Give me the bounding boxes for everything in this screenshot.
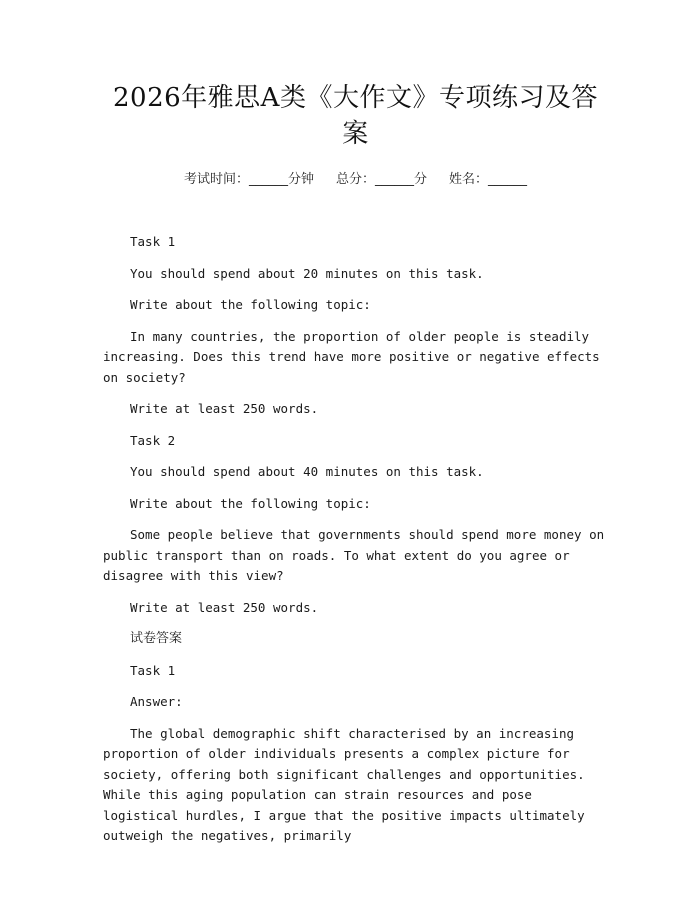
exam-time-field: 考试时间：______分钟 (183, 172, 314, 187)
answer-label: Answer: (130, 694, 183, 709)
total-score-field: 总分：______分 (335, 172, 427, 187)
document-title: 2026年雅思A类《大作文》专项练习及答案 (113, 83, 598, 149)
answer-paragraph: The global demographic shift characterised by an increasing proportion of older individuals presents a complex picture for society, offering both significant challenges and opportunities. While this aging population can strain resources and pose logistical hurdles, I argue that the positive impacts ultimately outweigh the negatives, primarily (103, 725, 585, 843)
task2-word-requirement: Write at least 250 words. (130, 599, 319, 615)
answers-section-heading: 试卷答案 (130, 631, 183, 646)
answer-task1-heading: Task 1 (130, 662, 176, 678)
task1-heading: Task 1 (130, 234, 176, 249)
task2-topic-intro: Write about the following topic: (130, 495, 371, 511)
task2-heading: Task 2 (130, 432, 176, 448)
task1-prompt: In many countries, the proportion of older people is steadily increasing. Does this trend have more positive or negative effects on society? (103, 328, 600, 385)
document-body (103, 232, 608, 847)
task1-time-instruction: You should spend about 20 minutes on this task. (130, 265, 484, 281)
task2-prompt: Some people believe that governments should spend more money on public transport than on roads. To what extent do you agree or disagree with this view? (103, 527, 605, 583)
task2-time-instruction: You should spend about 40 minutes on this task. (130, 464, 484, 479)
exam-info-line (103, 170, 608, 190)
task1-topic-intro: Write about the following topic: (130, 297, 371, 312)
name-field: 姓名：______ (449, 172, 528, 187)
task1-word-requirement: Write at least 250 words. (130, 401, 319, 416)
